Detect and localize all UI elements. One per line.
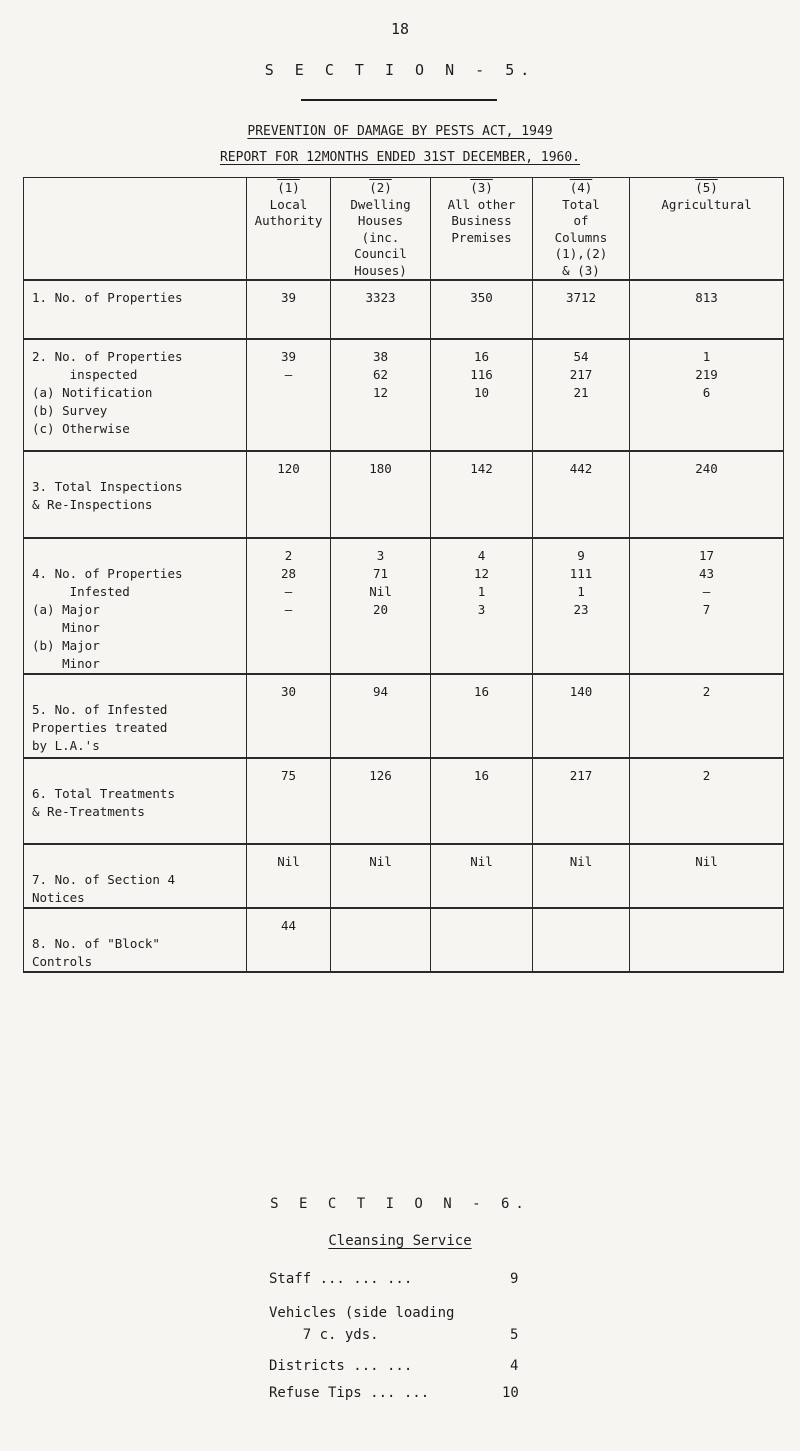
column-header-1 <box>247 178 331 281</box>
cell-value: 44 <box>280 918 297 933</box>
cell-value: 16 <box>473 349 490 364</box>
row-label-line: & Re-Treatments <box>32 804 145 819</box>
value-cell <box>533 339 630 451</box>
row-label-line: 3. Total Inspections <box>32 479 183 494</box>
row-label-line <box>32 547 242 565</box>
cell-value: 3712 <box>565 290 597 305</box>
cell-value: Nil <box>369 584 392 599</box>
column-label-line: & (3) <box>562 262 600 278</box>
cell-value: 1 <box>702 349 711 364</box>
cell-value: 38 <box>372 349 389 364</box>
column-header-3 <box>431 178 533 281</box>
column-number: (4) <box>569 180 593 195</box>
cell-value: – <box>702 584 711 599</box>
row-label <box>24 451 247 538</box>
value-cell <box>630 280 784 339</box>
row-label-line <box>32 460 242 478</box>
cell-value: 120 <box>277 461 300 476</box>
row-label-line: 1. No. of Properties <box>32 290 183 305</box>
column-label-line: Houses) <box>354 262 407 278</box>
row-label-line: Infested <box>32 584 130 599</box>
cell-value: 217 <box>569 768 593 783</box>
value-cell <box>247 451 331 538</box>
cell-value: 111 <box>569 566 593 581</box>
column-header-4 <box>533 178 630 281</box>
value-cell <box>247 844 331 908</box>
table-row <box>24 674 784 758</box>
cell-value: 23 <box>573 602 589 617</box>
value-cell <box>331 339 431 451</box>
value-cell <box>630 844 784 908</box>
cell-value: 20 <box>372 602 389 617</box>
value-cell <box>533 758 630 844</box>
cell-value: 54 <box>573 349 589 364</box>
cell-value: Nil <box>369 854 392 869</box>
value-cell <box>247 538 331 674</box>
cell-value: 1 <box>477 584 486 599</box>
cell-value: 442 <box>569 461 593 476</box>
act-title: PREVENTION OF DAMAGE BY PESTS ACT, 1949 <box>247 124 553 139</box>
cell-value: 116 <box>470 367 493 382</box>
cell-value: 7 <box>702 602 711 617</box>
value-cell <box>533 280 630 339</box>
column-number: (1) <box>277 180 300 195</box>
row-label-line <box>32 767 242 785</box>
cell-value: 217 <box>569 367 593 382</box>
section-5-title: S E C T I O N - 5. <box>264 61 536 79</box>
cell-value: Nil <box>277 854 300 869</box>
value-cell <box>630 339 784 451</box>
row-label <box>24 908 247 972</box>
cell-value: 2 <box>702 768 711 783</box>
cell-value: 28 <box>280 566 297 581</box>
title-rule <box>301 99 497 101</box>
column-label-line: Council <box>354 246 407 261</box>
cell-value: 350 <box>470 290 493 305</box>
cleansing-item-label: 7 c. yds. <box>269 1327 379 1343</box>
table-header-row <box>24 178 784 281</box>
column-label-line: Local <box>269 196 308 212</box>
cleansing-item-value: 5 <box>510 1327 519 1343</box>
cell-value: 12 <box>372 385 389 400</box>
cleansing-item-label: Refuse Tips ... ... <box>269 1385 430 1401</box>
table-row <box>24 844 784 908</box>
value-cell <box>533 908 630 972</box>
value-cell <box>331 280 431 339</box>
cell-value: – <box>284 584 293 599</box>
cell-value: 142 <box>470 461 493 476</box>
column-label-line: All other <box>447 196 516 212</box>
value-cell <box>533 844 630 908</box>
row-label-line: Minor <box>32 620 100 635</box>
table-row <box>24 538 784 674</box>
cell-value: 94 <box>372 684 389 699</box>
cell-value: 4 <box>477 548 486 563</box>
row-label <box>24 844 247 908</box>
cell-value: 62 <box>372 367 389 382</box>
column-label-line: Premises <box>451 229 512 245</box>
value-cell <box>630 451 784 538</box>
row-label-line: 8. No. of "Block" <box>32 936 160 951</box>
row-label-line: 6. Total Treatments <box>32 786 175 801</box>
column-label-line: Business <box>451 213 512 228</box>
cell-value: Nil <box>470 854 493 869</box>
value-cell <box>431 908 533 972</box>
cleansing-item-value: 10 <box>502 1385 519 1401</box>
cell-value: 240 <box>695 461 718 476</box>
cell-value: 6 <box>702 385 711 400</box>
value-cell <box>431 674 533 758</box>
value-cell <box>331 908 431 972</box>
value-cell <box>247 339 331 451</box>
cell-value: 16 <box>473 768 490 783</box>
column-label-line: Agricultural <box>661 196 752 212</box>
value-cell <box>247 280 331 339</box>
cell-value: 2 <box>702 684 711 699</box>
value-cell <box>533 451 630 538</box>
cell-value: 1 <box>577 584 585 599</box>
cell-value: 219 <box>695 367 718 382</box>
cell-value: 140 <box>569 684 593 699</box>
cell-value: 12 <box>473 566 490 581</box>
column-label-line: Houses <box>357 213 404 228</box>
column-number: (2) <box>369 180 392 195</box>
report-title: REPORT FOR 12MONTHS ENDED 31ST DECEMBER, 1960. <box>219 150 581 165</box>
row-label <box>24 674 247 758</box>
cell-value: 71 <box>372 566 389 581</box>
row-label-line <box>32 683 242 701</box>
value-cell <box>630 908 784 972</box>
table-row <box>24 339 784 451</box>
value-cell <box>431 758 533 844</box>
value-cell <box>247 674 331 758</box>
row-label <box>24 758 247 844</box>
cell-value: 126 <box>369 768 392 783</box>
column-label-line: (1),(2) <box>554 246 608 261</box>
row-label <box>24 339 247 451</box>
cell-value: 17 <box>698 548 715 563</box>
row-label-line: 4. No. of Properties <box>32 566 183 581</box>
cell-value: 10 <box>473 385 490 400</box>
column-label-line: Authority <box>254 213 323 228</box>
cell-value: – <box>284 367 293 382</box>
column-number: (3) <box>470 180 493 195</box>
page-number: 18 <box>390 20 410 38</box>
cell-value: 16 <box>473 684 490 699</box>
row-label-line <box>32 917 242 935</box>
row-label-line: inspected <box>32 367 138 382</box>
value-cell <box>431 538 533 674</box>
row-label-line: Minor <box>32 656 100 671</box>
column-label-line: Dwelling <box>350 196 411 212</box>
row-label <box>24 538 247 674</box>
row-label-line: Controls <box>32 954 93 969</box>
cell-value: 43 <box>698 566 715 581</box>
cell-value: 3 <box>477 602 486 617</box>
blank-header-cell <box>24 178 247 281</box>
cell-value: 39 <box>280 290 297 305</box>
cell-value: – <box>284 602 293 617</box>
row-label-line: (c) Otherwise <box>32 421 130 436</box>
row-label-line: 2. No. of Properties <box>32 349 183 364</box>
value-cell <box>533 538 630 674</box>
value-cell <box>630 538 784 674</box>
value-cell <box>331 451 431 538</box>
value-cell <box>331 538 431 674</box>
table-row <box>24 758 784 844</box>
pest-report-table <box>23 177 784 973</box>
cell-value: 30 <box>280 684 297 699</box>
value-cell <box>630 758 784 844</box>
cell-value: 813 <box>695 290 718 305</box>
cell-value: 2 <box>284 548 293 563</box>
column-label-line: Columns <box>554 229 608 245</box>
column-header-2 <box>331 178 431 281</box>
row-label-line: Properties treated <box>32 720 168 735</box>
cell-value: 3 <box>376 548 385 563</box>
cleansing-item-value: 9 <box>510 1271 519 1287</box>
value-cell <box>431 844 533 908</box>
value-cell <box>331 758 431 844</box>
value-cell <box>331 844 431 908</box>
cell-value: 21 <box>573 385 589 400</box>
value-cell <box>247 758 331 844</box>
cell-value: 39 <box>280 349 297 364</box>
table-row <box>24 451 784 538</box>
value-cell <box>247 908 331 972</box>
cell-value: Nil <box>569 854 593 869</box>
value-cell <box>431 451 533 538</box>
row-label <box>24 280 247 339</box>
row-label-line: by L.A.'s <box>32 738 100 753</box>
value-cell <box>431 339 533 451</box>
cleansing-item-label: Districts ... ... <box>269 1358 413 1374</box>
cleansing-service-heading: Cleansing Service <box>328 1233 472 1249</box>
cleansing-item-value: 4 <box>510 1358 519 1374</box>
row-label-line: 7. No. of Section 4 <box>32 872 175 887</box>
value-cell <box>431 280 533 339</box>
section-6-title: S E C T I O N - 6. <box>270 1196 530 1212</box>
row-label-line: (b) Survey <box>32 403 108 418</box>
value-cell <box>533 674 630 758</box>
cell-value: 9 <box>577 548 585 563</box>
cell-value: 180 <box>369 461 392 476</box>
table-row <box>24 908 784 972</box>
value-cell <box>630 674 784 758</box>
row-label-line <box>32 853 242 871</box>
cell-value: Nil <box>695 854 718 869</box>
row-label-line: (a) Major <box>32 602 100 617</box>
row-label-line: (a) Notification <box>32 385 153 400</box>
cleansing-item-label: Staff ... ... ... <box>269 1271 413 1287</box>
row-label-line: & Re-Inspections <box>32 497 153 512</box>
column-number: (5) <box>695 180 718 195</box>
column-label-line: of <box>573 213 589 228</box>
cleansing-item-label: Vehicles (side loading <box>269 1305 455 1321</box>
cell-value: 3323 <box>365 290 396 305</box>
value-cell <box>331 674 431 758</box>
table-row <box>24 280 784 339</box>
column-label-line: Total <box>562 196 600 212</box>
row-label-line: (b) Major <box>32 638 100 653</box>
cell-value: 75 <box>280 768 297 783</box>
column-header-5 <box>630 178 784 281</box>
column-label-line: (inc. <box>361 229 400 245</box>
row-label-line: 5. No. of Infested <box>32 702 168 717</box>
row-label-line: Notices <box>32 890 85 905</box>
